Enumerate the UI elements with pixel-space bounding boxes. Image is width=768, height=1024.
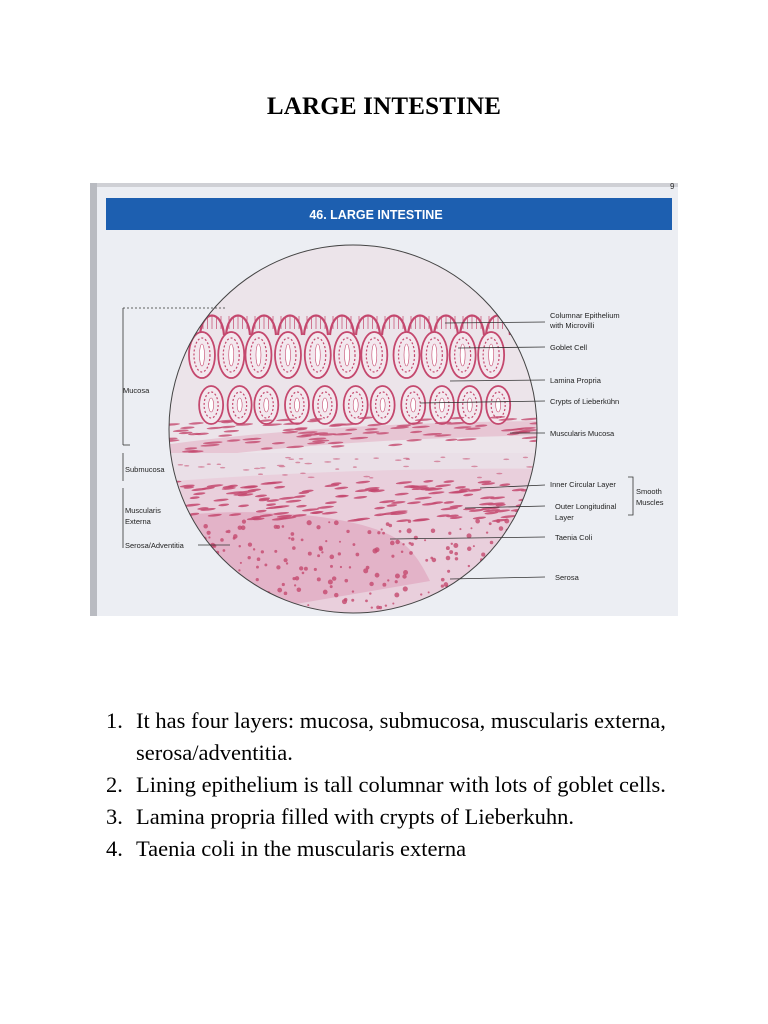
list-number: 3. (106, 804, 123, 829)
label-smooth-muscles-1: Smooth (636, 487, 662, 496)
list-text: Lamina propria filled with crypts of Lieberkuhn. (136, 804, 574, 829)
label-inner-circular: Inner Circular Layer (550, 480, 616, 489)
label-goblet-cell: Goblet Cell (550, 343, 588, 352)
list-number: 1. (106, 708, 123, 733)
list-item (106, 801, 696, 833)
label-outer-longitudinal-1: Outer Longitudinal (555, 502, 617, 511)
label-crypts-lieberkuhn: Crypts of Lieberkühn (550, 397, 620, 406)
label-lamina-propria: Lamina Propria (550, 376, 601, 385)
label-taenia-coli: Taenia Coli (555, 533, 593, 542)
label-serosa: Serosa (555, 573, 579, 582)
label-muscularis-externa-2: Externa (125, 517, 151, 526)
list-text: It has four layers: mucosa, submucosa, muscularis externa, serosa/adventitia. (136, 708, 666, 765)
corner-mark: 9 (670, 183, 675, 191)
list-number: 4. (106, 836, 123, 861)
list-item (106, 705, 696, 769)
label-muscularis-externa-1: Muscularis (125, 506, 161, 515)
label-columnar-epithelium-2: with Microvilli (550, 321, 595, 330)
page-title: LARGE INTESTINE (266, 93, 502, 120)
banner-title: 46. LARGE INTESTINE (309, 208, 443, 222)
list-number: 2. (106, 772, 123, 797)
label-smooth-muscles-2: Muscles (636, 498, 664, 507)
key-points-list (106, 705, 696, 865)
label-mucosa: Mucosa (123, 386, 150, 395)
list-item (106, 833, 696, 865)
list-text: Lining epithelium is tall columnar with lots of goblet cells. (136, 772, 666, 797)
label-muscularis-mucosa: Muscularis Mucosa (550, 429, 615, 438)
list-item (106, 769, 696, 801)
histology-figure (90, 183, 678, 616)
label-columnar-epithelium-1: Columnar Epithelium (550, 311, 620, 320)
label-outer-longitudinal-2: Layer (555, 513, 574, 522)
label-serosa-adventitia: Serosa/Adventitia (125, 541, 184, 550)
list-text: Taenia coli in the muscularis externa (136, 836, 467, 861)
label-submucosa: Submucosa (125, 465, 165, 474)
